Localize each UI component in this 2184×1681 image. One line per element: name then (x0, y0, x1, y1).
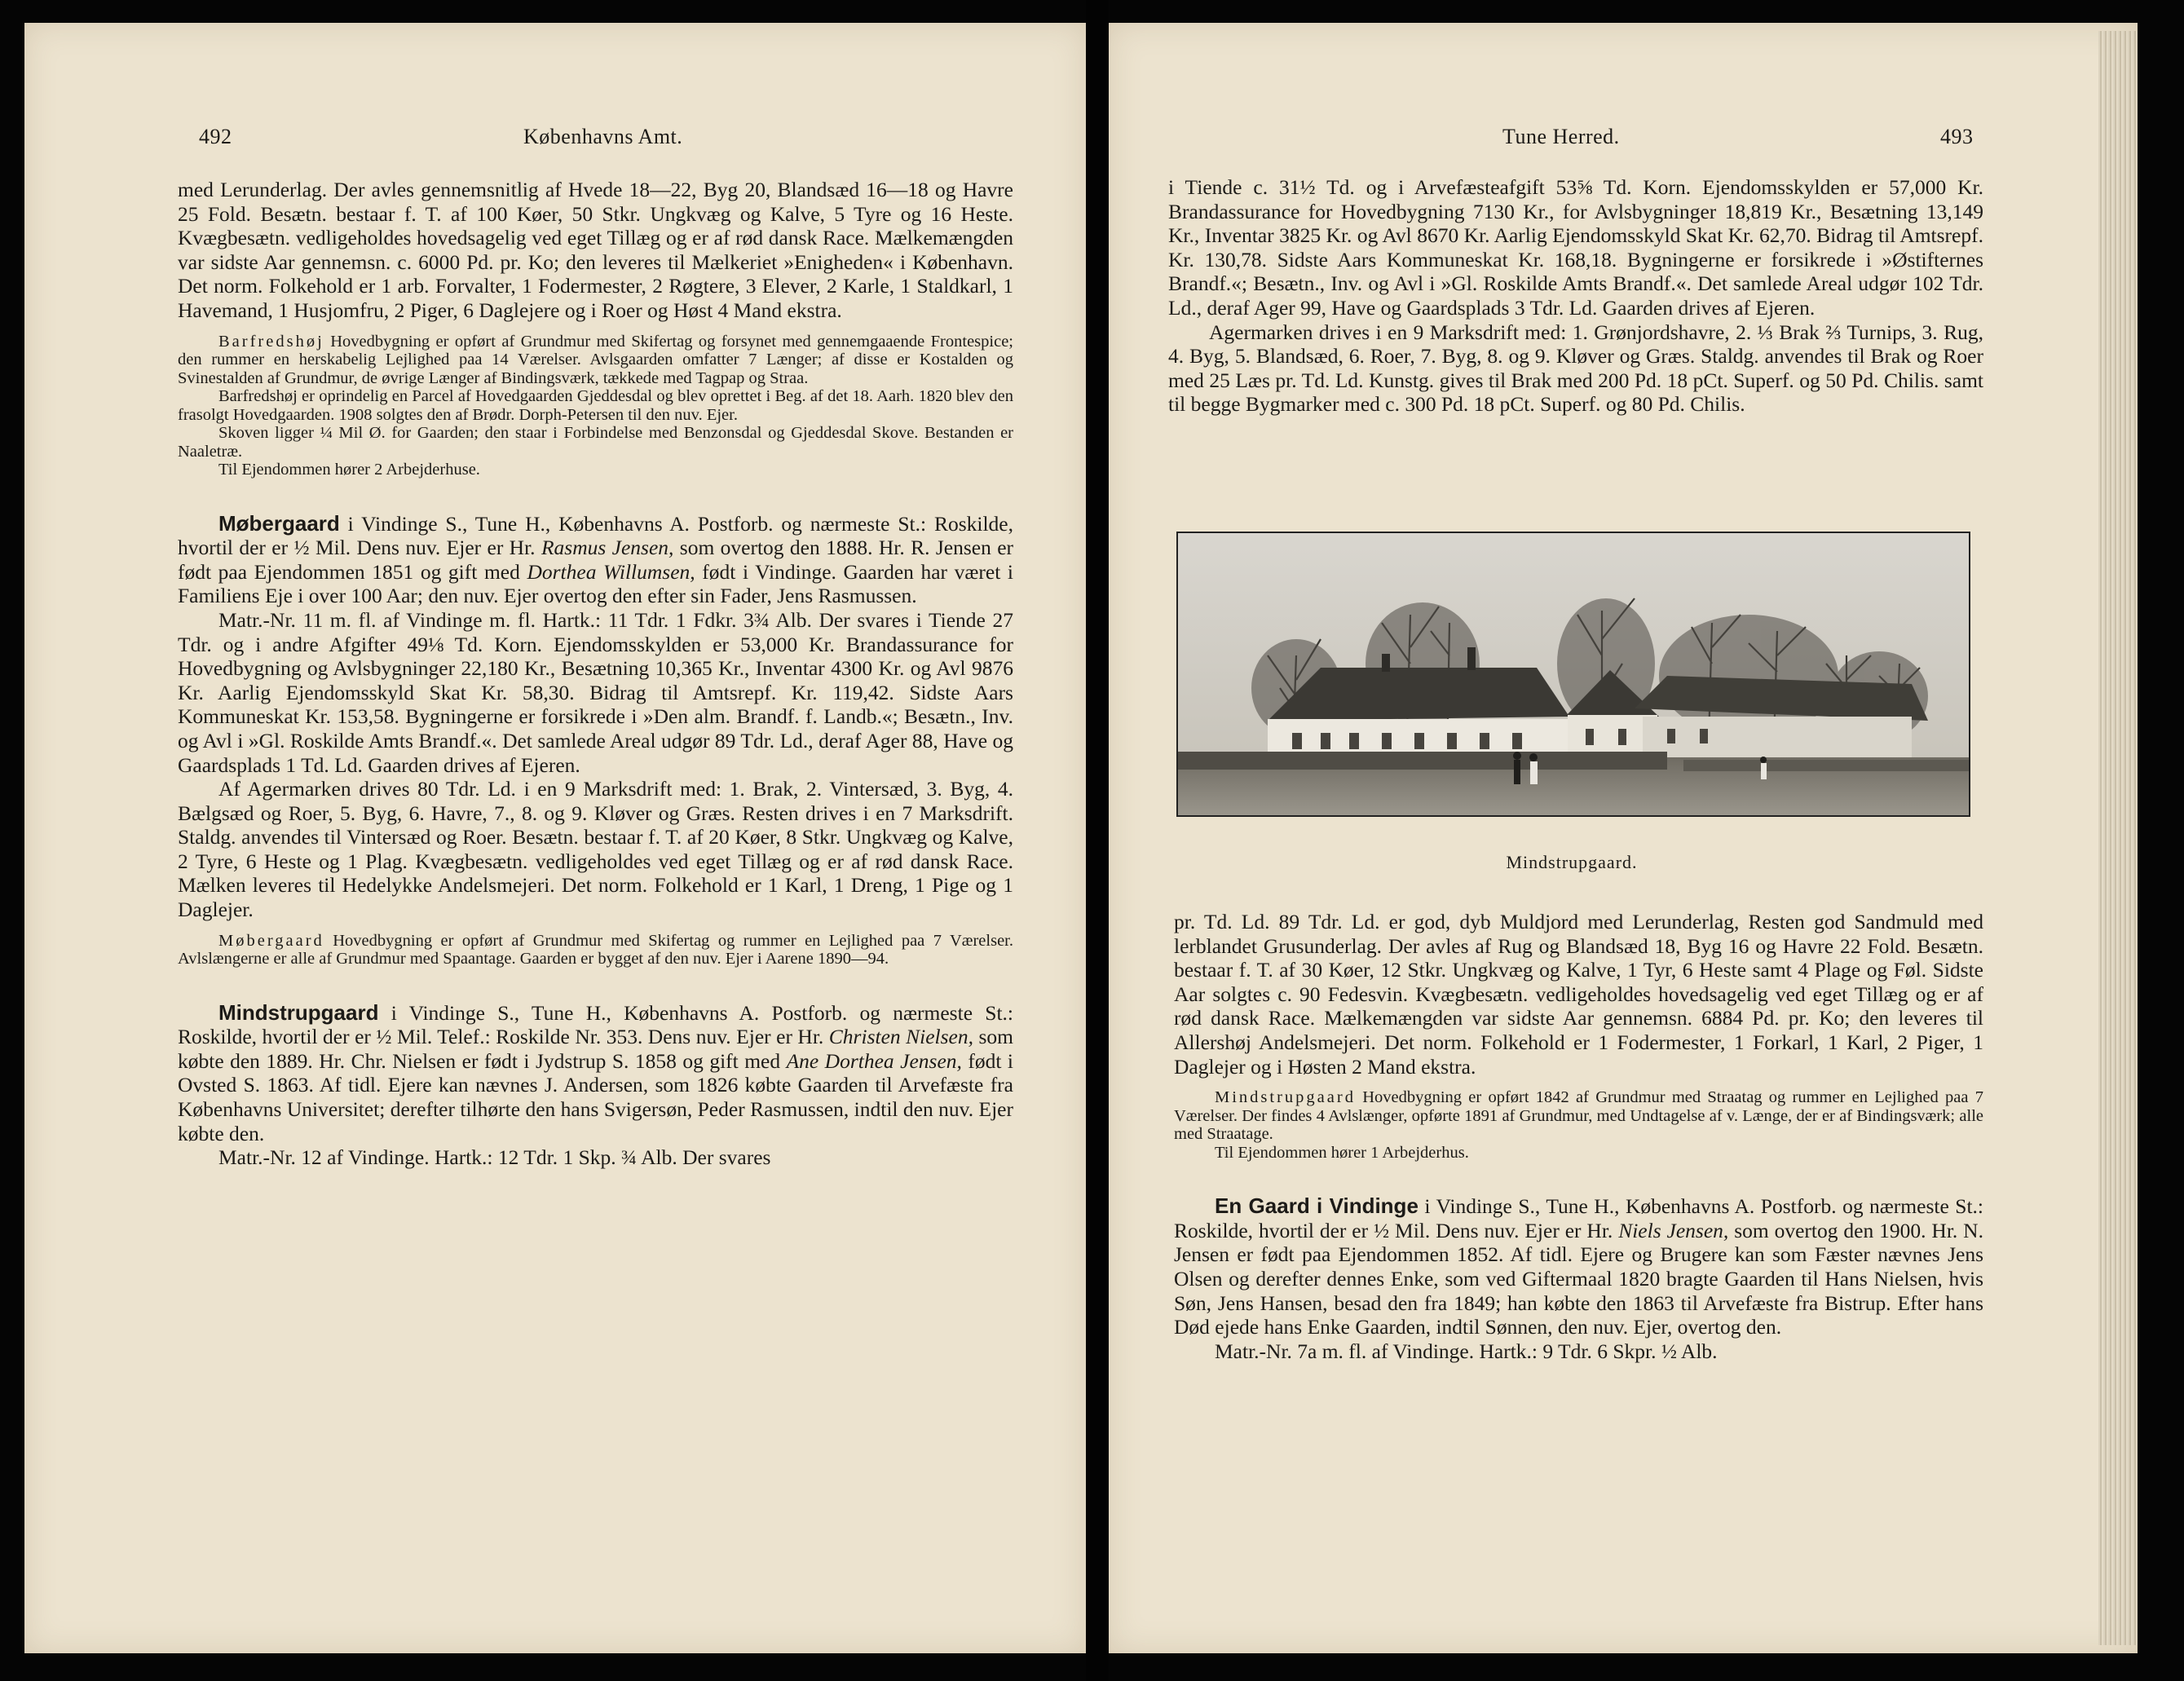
right-page-body-top (1168, 175, 1983, 417)
page-number: 493 (1940, 125, 1974, 148)
left-page-header (24, 125, 1086, 157)
barfredshoj-note-4: Til Ejendommen hører 2 Arbejderhuse. (218, 461, 480, 479)
continuation-paragraph-3: pr. Td. Ld. 89 Tdr. Ld. er god, dyb Muldjord med Lerunderlag, Resten god Sandmuld med lerblandet Grusunderlag. Der avles af Rug og Blandsæd 18, Byg 16 og Havre 22 Fold. Besætn. bestaar f. T. af 30 Køer, 12 Stkr. Ungkvæg og Kalve, 1 Tyr, 6 Heste samt 4 Plage og Føl. Sidste Aar solgtes c. 90 Fedesvin. Kvægbesætn. vedligeholdes hovedsagelig ved eget Tillæg og er af rød dansk Race. Mælkemængden var sidste Aar gennemsn. 6884 Pd. pr. Ko; den leveres til Allershøj Andelsmejeri. Det norm. Folkehold er 1 Fodermester, 1 Forkarl, 1 Karl, 2 Piger, 1 Daglejer og i Høsten 2 Mand ekstra. (1174, 910, 1983, 1079)
vindinge-entry: En Gaard i Vindinge i Vindinge S., Tune H., Københavns A. Postforb. og nærmeste St.: Roskilde, hvortil der er ½ Mil. Dens nuv. Ejer er Hr. Niels Jensen, som overtog den 1900. Hr. N. Jensen er født paa Ejendommen 1852. Af tidl. Ejere og Brugere kan som Fæster nævnes Jens Olsen og derefter dennes Enke, som ved Giftermaal 1820 bragte Gaarden til Hans Nielsen, hvis Søn, Jens Hansen, besad den fra 1849; han købte den 1863 til Arvefæste fra Bistrup. Efter hans Død ejede hans Enke Gaarden, indtil Sønnen, den nuv. Ejer, overtog den. Matr.-Nr. 7a m. fl. af Vindinge. Hartk.: 9 Tdr. 6 Skpr. ½ Alb. (1174, 1193, 1983, 1363)
mobergaard-paragraph-3: Af Agermarken drives 80 Tdr. Ld. i en 9 Marksdrift med: 1. Brak, 2. Vintersæd, 3. Byg, 4. Bælgsæd og Roer, 5. Byg, 6. Havre, 7., 8. og 9. Kløver og Græs. Resten drives i en 7 Marksdrift. Staldg. anvendes til Vintersæd og Roer. Besætn. bestaar f. T. af 20 Køer, 8 Stkr. Ungkvæg og Kalve, 2 Tyre, 6 Heste og 1 Plag. Kvægbesætn. vedligeholdes ved eget Tillæg og er af rød dansk Race. Mælken leveres til Hedelykke Andelsmejeri. Det norm. Folkehold er 1 Karl, 1 Dreng, 1 Pige og 1 Daglejer. (178, 777, 1013, 922)
page-edge-stack (2098, 31, 2138, 1645)
left-page-body (178, 178, 1013, 1170)
barfredshoj-note-1: Hovedbygning er opført af Grundmur med Skifertag og forsynet med gennemgaaende Frontespice; den rummer en herskabelig Lejlighed paa 14 Værelser. Avlsgaarden omfatter 7 Længer; af disse er Kostalden og Svinestalden af Grundmur, de øvrige Længer af Bindingsværk, tækkede med Tagpap og Straa. (178, 332, 1013, 387)
running-head: Københavns Amt. (523, 125, 683, 148)
barfredshoj-name: Barfredshøj (218, 332, 324, 351)
barfredshoj-notes (178, 333, 1013, 479)
running-head: Tune Herred. (1502, 125, 1620, 148)
right-page-body-bottom (1174, 910, 1983, 1363)
continuation-paragraph-2: Agermarken drives i en 9 Marksdrift med: 1. Grønjordshavre, 2. ⅓ Brak ⅔ Turnips, 3. Rug, 4. Byg, 5. Blandsæd, 6. Roer, 7. Byg, 8. og 9. Kløver og Græs. Staldg. anvendes til Brak og Roer med 25 Læs pr. Td. Ld. Kunstg. gives til Brak med 200 Pd. 18 pCt. Superf. og 50 Pd. Chilis. samt til begge Bygmarker med c. 300 Pd. 18 pCt. Superf. og 80 Pd. Chilis. (1168, 320, 1983, 417)
continuation-paragraph: med Lerunderlag. Der avles gennemsnitlig af Hvede 18—22, Byg 20, Blandsæd 16—18 og Havre 25 Fold. Besætn. bestaar f. T. af 100 Køer, 50 Stkr. Ungkvæg og Kalve, 5 Tyre og 16 Heste. Kvægbesætn. vedligeholdes hovedsagelig ved eget Tillæg og er af rød dansk Race. Mælkemængden var sidste Aar gennemsn. c. 6000 Pd. pr. Ko; den leveres til Mælkeriet »Enigheden« i København. Det norm. Folkehold er 1 arb. Forvalter, 1 Fodermester, 2 Røgtere, 3 Elever, 2 Karle, 1 Staldkarl, 1 Havemand, 1 Husjomfru, 2 Piger, 6 Daglejere og i Roer og Høst 4 Mand ekstra. (178, 178, 1013, 322)
entry-title: Mindstrupgaard (218, 999, 379, 1025)
right-page-header (1109, 125, 2138, 157)
owner-name: Niels Jensen, (1618, 1218, 1729, 1242)
mobergaard-note: Møbergaard Hovedbygning er opført af Grundmur med Skifertag og rummer en Lejlighed paa 7 Værelser. Avlslængerne er alle af Grundmur med Spaantage. Gaarden er bygget af den nuv. Ejer i Aarene 1890—94. (178, 931, 1013, 968)
book-gutter (1086, 0, 1109, 1681)
page-number: 492 (199, 125, 232, 148)
entry-title: Møbergaard (218, 510, 340, 536)
mobergaard-entry: Møbergaard i Vindinge S., Tune H., Københavns A. Postforb. og nærmeste St.: Roskilde, hvortil der er ½ Mil. Dens nuv. Ejer er Hr. Rasmus Jensen, som overtog den 1888. Hr. R. Jensen er født paa Ejendommen 1851 og gift med Dorthea Willumsen, født i Vindinge. Gaarden har været i Familiens Eje i over 100 Aar; den nuv. Ejer overtog den efter sin Fader, Jens Rasmussen. Matr.-Nr. 11 m. fl. af Vindinge m. fl. Hartk.: 11 Tdr. 1 Fdkr. 3¾ Alb. Der svares i Tiende 27 Tdr. og i andre Afgifter 49⅛ Td. Korn. Ejendomsskylden er 53,000 Kr. Brandassurance for Hovedbygning og Avlsbygninger 22,180 Kr., Besætning 10,365 Kr., Inventar 4300 Kr. og Avl 9876 Kr. Aarlig Ejendomsskyld Skat Kr. 58,30. Bidrag til Amtsrepf. Kr. 119,42. Sidste Aars Kommuneskat Kr. 153,58. Bygningerne er forsikrede i »Den alm. Brandf. f. Landb.«; Besætn., Inv. og Avl i »Gl. Roskilde Amts Brandf.«. Det samlede Areal udgør 89 Tdr. Ld., deraf Ager 88, Have og Gaardsplads 1 Td. Ld. Gaarden drives af Ejeren. Af Agermarken drives 80 Tdr. Ld. i en 9 Marksdrift med: 1. Brak, 2. Vintersæd, 3. Byg, 4. Bælgsæd og Roer, 5. Byg, 6. Havre, 7., 8. og 9. Kløver og Græs. Resten drives i en 7 Marksdrift. Staldg. anvendes til Vintersæd og Roer. Besætn. bestaar f. T. af 20 Køer, 8 Stkr. Ungkvæg og Kalve, 2 Tyre, 6 Heste og 1 Plag. Kvægbesætn. vedligeholdes ved eget Tillæg og er af rød dansk Race. Mælken leveres til Hedelykke Andelsmejeri. Det norm. Folkehold er 1 Karl, 1 Dreng, 1 Pige og 1 Daglejer. Møbergaard Hovedbygning er opført af Grundmur med Skifertag og rummer en Lejlighed paa 7 Værelser. Avlslængerne er alle af Grundmur med Spaantage. Gaarden er bygget af den nuv. Ejer i Aarene 1890—94. (178, 510, 1014, 968)
mindstrupgaard-paragraph-2: Matr.-Nr. 12 af Vindinge. Hartk.: 12 Tdr. 1 Skp. ¾ Alb. Der svares (218, 1145, 771, 1170)
barfredshoj-note-3: Skoven ligger ¼ Mil Ø. for Gaarden; den staar i Forbindelse med Benzonsdal og Gjeddesdal Skove. Bestanden er Naaletræ. (178, 424, 1013, 461)
mindstrupgaard-note: Mindstrupgaard Hovedbygning er opført 1842 af Grundmur med Straatag og rummer en Lejlighed paa 7 Værelser. Der findes 4 Avlslænger, opførte 1891 af Grundmur, med Undtagelse af v. Længe, der er af Bindingsværk; alle med Straatage. Til Ejendommen hører 1 Arbejderhus. (1174, 1088, 1983, 1162)
owner-name: Christen Nielsen, (828, 1025, 973, 1049)
vindinge-paragraph-2: Matr.-Nr. 7a m. fl. af Vindinge. Hartk.: 9 Tdr. 6 Skpr. ½ Alb. (1215, 1339, 1718, 1363)
wife-name: Ane Dorthea Jensen, (786, 1048, 962, 1073)
owner-name: Rasmus Jensen, (540, 536, 674, 560)
continuation-paragraph-1: i Tiende c. 31½ Td. og i Arvefæsteafgift 53⅝ Td. Korn. Ejendomsskylden er 57,000 Kr. Brandassurance for Hovedbygning 7130 Kr., for Avlsbygninger 18,819 Kr., Besætning 13,149 Kr., Inventar 3825 Kr. og Avl 8670 Kr. Aarlig Ejendomsskyld Skat Kr. 62,70. Bidrag til Amtsrepf. Kr. 130,78. Sidste Aars Kommuneskat Kr. 168,18. Bygningerne er forsikrede i »Østifternes Brandf.«; Besætn., Inv. og Avl i »Gl. Roskilde Amts Brandf.«. Det samlede Areal udgør 102 Tdr. Ld., deraf Ager 99, Have og Gaardsplads 3 Tdr. Ld. Gaarden drives af Ejeren. (1168, 175, 1983, 320)
barfredshoj-note-2: Barfredshøj er oprindelig en Parcel af Hovedgaarden Gjeddesdal og blev oprettet i Beg. af det 18. Aarh. 1820 blev den frasolgt Hovedgaarden. 1908 solgtes den af Brødr. Dorph-Petersen til den nuv. Ejer. (178, 387, 1013, 424)
wife-name: Dorthea Willumsen, (527, 559, 695, 584)
farm-photograph (1176, 532, 1970, 817)
mobergaard-paragraph-2: Matr.-Nr. 11 m. fl. af Vindinge m. fl. Hartk.: 11 Tdr. 1 Fdkr. 3¾ Alb. Der svares i Tiende 27 Tdr. og i andre Afgifter 49⅛ Td. Korn. Ejendomsskylden er 53,000 Kr. Brandassurance for Hovedbygning og Avlsbygninger 22,180 Kr., Besætning 10,365 Kr., Inventar 4300 Kr. og Avl 9876 Kr. Aarlig Ejendomsskyld Skat Kr. 58,30. Bidrag til Amtsrepf. Kr. 119,42. Sidste Aars Kommuneskat Kr. 153,58. Bygningerne er forsikrede i »Den alm. Brandf. f. Landb.«; Besætn., Inv. og Avl i »Gl. Roskilde Amts Brandf.«. Det samlede Areal udgør 89 Tdr. Ld., deraf Ager 88, Have og Gaardsplads 1 Td. Ld. Gaarden drives af Ejeren. (178, 607, 1013, 777)
photo-caption: Mindstrupgaard. (1506, 852, 1638, 872)
mindstrupgaard-entry: Mindstrupgaard i Vindinge S., Tune H., Københavns A. Postforb. og nærmeste St.: Roskilde, hvortil der er ½ Mil. Telef.: Roskilde Nr. 353. Dens nuv. Ejer er Hr. Christen Nielsen, som købte den 1889. Hr. Chr. Nielsen er født i Jydstrup S. 1858 og gift med Ane Dorthea Jensen, født i Ovsted S. 1863. Af tidl. Ejere kan nævnes J. Andersen, som 1826 købte Gaarden til Arvefæste fra Københavns Universitet; derefter tilhørte den hans Svigersøn, Peder Rasmussen, indtil den nuv. Ejer købte den. Matr.-Nr. 12 af Vindinge. Hartk.: 12 Tdr. 1 Skp. ¾ Alb. Der svares (178, 999, 1013, 1170)
mindstrupgaard-note-2: Til Ejendommen hører 1 Arbejderhus. (1215, 1143, 1469, 1162)
entry-title: En Gaard i Vindinge (1215, 1193, 1418, 1219)
